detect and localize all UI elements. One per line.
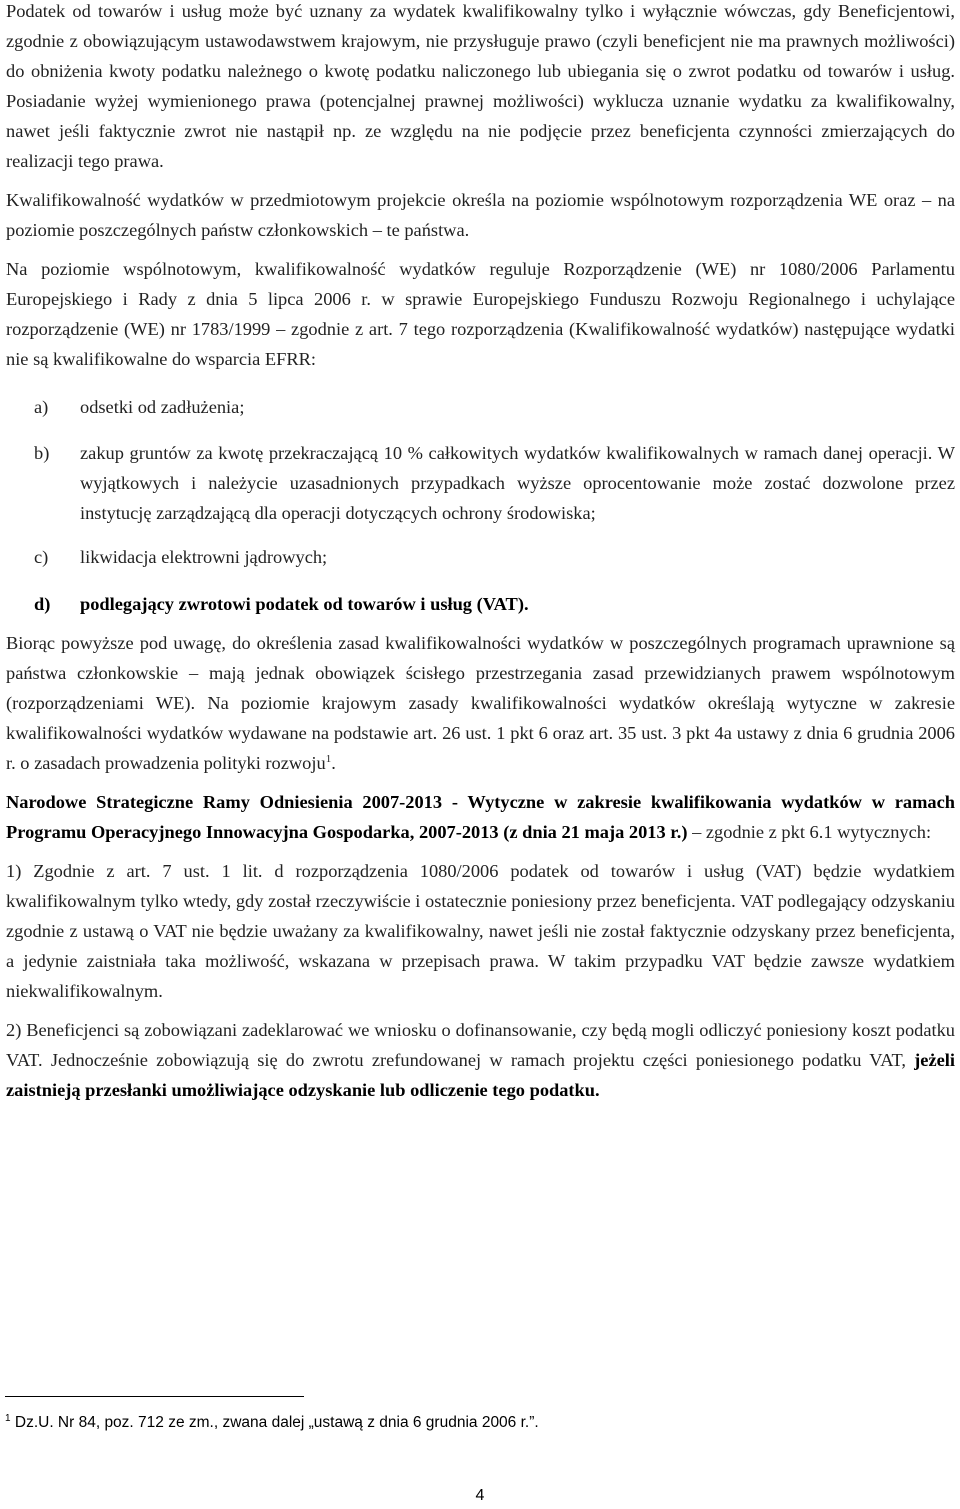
list-item-label: b): [34, 443, 50, 463]
paragraph-point-2: [6, 1015, 955, 1105]
footnote-separator: [5, 1396, 304, 1397]
paragraph-vat-eligibility: Podatek od towarów i usług może być uznany za wydatek kwalifikowalny tylko i wyłącznie wówczas, gdy Beneficjentowi, zgodnie z obowiązującym ustawodawstwem krajowym, nie przysługuje prawo (czyli beneficjent nie ma prawnych możliwości) do obniżenia kwoty podatku należnego o kwotę podatku naliczonego lub ubiegania się o zwrot podatku od towarów i usług. Posiadanie wyżej wymienionego prawa (potencjalnej prawnej możliwości) wyklucza uznanie wydatku za kwalifikowalny, nawet jeśli faktycznie zwrot nie nastąpił np. ze względu na nie podjęcie przez beneficjenta czynności zmierzających do realizacji tego prawa.: [6, 1, 955, 171]
paragraph-bold-condition: jeżeli zaistnieją przesłanki umożliwiające odzyskanie lub odliczenie tego podatku.: [6, 1050, 955, 1100]
list-item-c: [6, 542, 955, 572]
list-item-text: odsetki od zadłużenia;: [80, 397, 245, 417]
list-item-d: [6, 589, 955, 619]
list-item-label: a): [34, 397, 49, 417]
list-item-b: [6, 438, 955, 528]
list-item-text: zakup gruntów za kwotę przekraczającą 10 % całkowitych wydatków kwalifikowalnych w ramach danej operacji. W wyjątkowych i należycie uzasadnionych przypadkach wyższe oprocentowanie może zostać dozwolone przez instytucję zarządzającą dla operacji dotyczących ochrony środowiska;: [80, 443, 955, 523]
paragraph-eligibility-levels: Kwalifikowalność wydatków w przedmiotowym projekcie określa na poziomie wspólnotowym rozporządzenia WE oraz – na poziomie poszczególnych państw członkowskich – te państwa.: [6, 190, 955, 240]
paragraph-national-level: [6, 628, 955, 778]
footnote: [5, 1414, 539, 1432]
list-item-a: [6, 392, 955, 422]
guidelines-reference: – zgodnie z pkt 6.1 wytycznych:: [687, 822, 932, 842]
paragraph-point-1: 1) Zgodnie z art. 7 ust. 1 lit. d rozporządzenia 1080/2006 podatek od towarów i usług (VAT) będzie wydatkiem kwalifikowalnym tylko wtedy, gdy został rzeczywiście i ostatecznie poniesiony przez beneficjenta. VAT podlegający odzyskaniu zgodnie z ustawą o VAT nie będzie uważany za kwalifikowalny, nawet jeśli nie został faktycznie odzyskany przez beneficjenta, a jedynie zaistniała taka możliwość, wskazana w przepisach prawa. W takim przypadku VAT będzie zawsze wydatkiem niekwalifikowalnym.: [6, 861, 955, 1001]
document-page: [6, 0, 955, 1105]
footnote-text: Dz.U. Nr 84, poz. 712 ze zm., zwana dalej „ustawą z dnia 6 grudnia 2006 r.”.: [10, 1414, 539, 1431]
paragraph-community-level: Na poziomie wspólnotowym, kwalifikowalność wydatków reguluje Rozporządzenie (WE) nr 1080/2006 Parlamentu Europejskiego i Rady z dnia 5 lipca 2006 r. w sprawie Europejskiego Funduszu Rozwoju Regionalnego i uchylające rozporządzenie (WE) nr 1783/1999 – zgodnie z art. 7 tego rozporządzenia (Kwalifikowalność wydatków) następujące wydatki nie są kwalifikowalne do wsparcia EFRR:: [6, 259, 955, 369]
paragraph-text-end: .: [331, 753, 336, 773]
list-item-label: d): [34, 594, 51, 614]
paragraph-text: 2) Beneficjenci są zobowiązani zadeklarować we wniosku o dofinansowanie, czy będą mogli odliczyć poniesiony koszt podatku VAT. Jednocześnie zobowiązują się do zwrotu zrefundowanej w ramach projektu części poniesionego podatku VAT,: [6, 1020, 955, 1070]
footnote-number: 1: [5, 1412, 11, 1424]
guidelines-title: Narodowe Strategiczne Ramy Odniesienia 2007-2013 - Wytyczne w zakresie kwalifikowania wydatków w ramach Programu Operacyjnego Innowacyjna Gospodarka, 2007-2013 (z dnia 21 maja 2013 r.): [6, 792, 955, 842]
footnote-reference[interactable]: 1: [325, 752, 332, 765]
paragraph-text: Biorąc powyższe pod uwagę, do określenia zasad kwalifikowalności wydatków w poszczególnych programach uprawnione są państwa członkowskie – mają jednak obowiązek ścisłego przestrzegania zasad przewidzianych prawem wspólnotowym (rozporządzeniami WE). Na poziomie krajowym zasady kwalifikowalności wydatków określają wytyczne w zakresie kwalifikowalności wydatków wydawane na podstawie art. 26 ust. 1 pkt 6 oraz art. 35 ust. 3 pkt 4a ustawy z dnia 6 grudnia 2006 r. o zasadach prowadzenia polityki rozwoju: [6, 633, 955, 773]
list-item-text: likwidacja elektrowni jądrowych;: [80, 547, 328, 567]
list-item-label: c): [34, 547, 49, 567]
list-item-text: podlegający zwrotowi podatek od towarów i usług (VAT).: [80, 594, 529, 614]
paragraph-guidelines-heading: [6, 787, 955, 847]
page-number: 4: [475, 1487, 485, 1504]
